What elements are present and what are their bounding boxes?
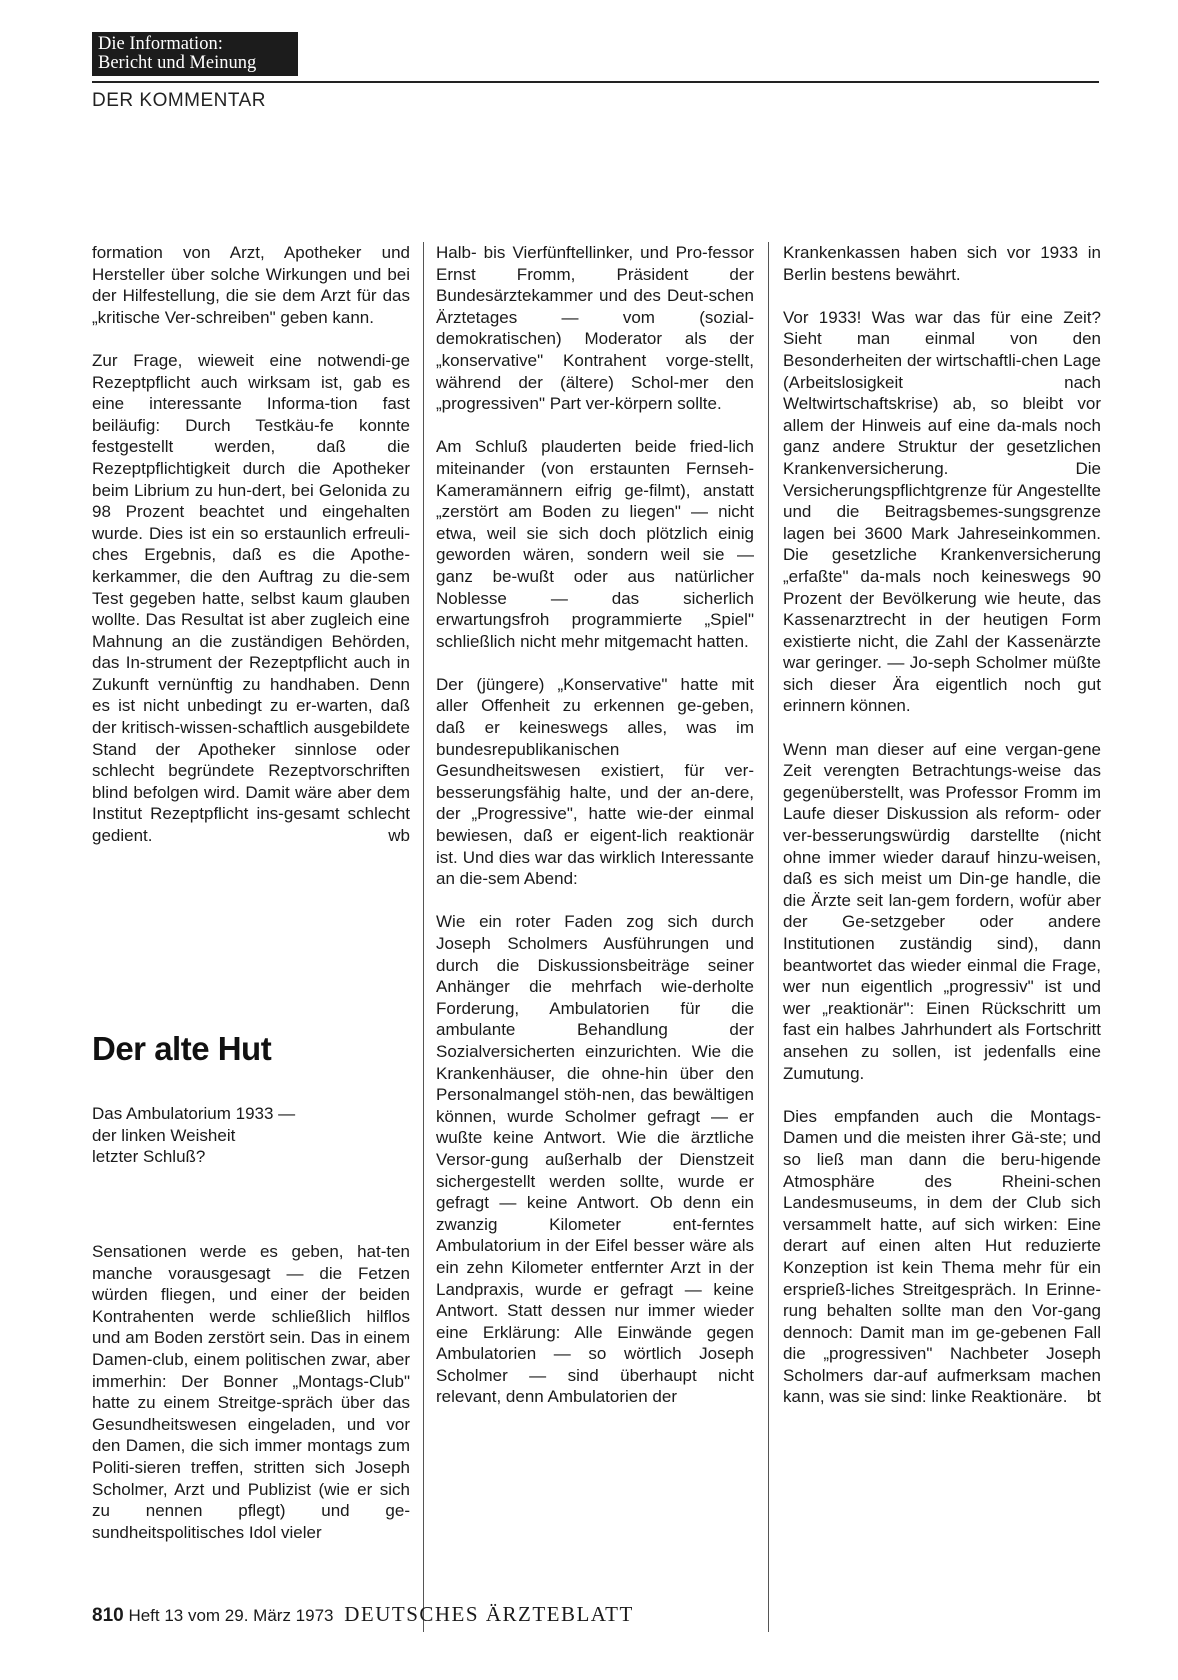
- author-initials: wb: [388, 826, 410, 846]
- journal-name: DEUTSCHES ÄRZTEBLATT: [344, 1602, 634, 1626]
- subtitle-line: letzter Schluß?: [92, 1147, 206, 1167]
- page-footer: [92, 1602, 634, 1627]
- column-2: [436, 242, 754, 1430]
- paragraph: [783, 1106, 1101, 1408]
- section-label: DER KOMMENTAR: [92, 90, 266, 111]
- paragraph: Am Schluß plauderten beide fried-lich miteinander (von erstaunten Fernseh-Kameramännern eifrig ge-filmt), anstatt „zerstört am Boden zu liegen" — nicht etwa, weil sie sich doch plötzlich einig geworden wären, sondern weil sie — ganz be-wußt oder aus natürlicher Noblesse — das sicherlich erwartungsfroh programmierte „Spiel" schließlich nicht mehr mitgemacht hatten.: [436, 437, 754, 651]
- column-divider-2: [768, 242, 769, 1632]
- paragraph-text: Dies empfanden auch die Montags-Damen und die meisten ihrer Gä-ste; und so ließ man dann die beru-higende Atmosphäre des Rheini-schen Landesmuseums, in dem der Club sich versammelt hatte, auf sich wirken: Eine derart auf einen alten Hut reduzierte Konzeption ist kein Thema mehr für ein ersprieß-liches Streitgespräch. In Erinne-rung behalten sollte man den Vor-gang dennoch: Damit man im ge-gebenen Fall die „progressiven" Nachbeter Joseph Scholmers dar-auf aufmerksam machen kann, was sie sind: linke Reaktionäre.: [783, 1106, 1101, 1407]
- page-number: 810: [92, 1605, 124, 1626]
- header-box-line2: Bericht und Meinung: [98, 53, 257, 73]
- paragraph-text: Zur Frage, wieweit eine notwendi-ge Rezeptpflicht auch wirksam ist, gab es eine interessante Informa-tion fast beiläufig: Durch Testkäu-fe konnte festgestellt werden, daß die Rezeptpflichtigkeit durch die Apotheker beim Librium zu hun-dert, bei Gelonida zu 98 Prozent beachtet und eingehalten wurde. Dies ist ein so erstaunlich erfreuli-ches Ergebnis, daß es die Apothe-kerkammer, die den Auftrag zu die-sem Test gegeben hatte, selbst kaum glauben wollte. Das Resultat ist aber zugleich eine Mahnung an die zuständigen Behörden, das In-strument der Rezeptpflicht auch in Zukunft vernünftig zu handhaben. Denn es ist nicht unbedingt zu er-warten, daß der kritisch-wissen-schaftlich ausgebildete Stand der Apotheker sinnlose oder schlecht begründete Rezeptvorschriften blind befolgen wird. Damit wäre aber dem Institut Rezeptpflicht ins-gesamt schlecht gedient.: [92, 350, 410, 846]
- subtitle-line: Das Ambulatorium 1933 —: [92, 1104, 296, 1123]
- paragraph: Sensationen werde es geben, hat-ten manche vorausgesagt — die Fetzen würden fliegen, und einer der beiden Kontrahenten werde schließlich hilflos und am Boden zerstört sein. Das in einem Damen-club, einem politischen zwar, aber immerhin: Der Bonner „Montags-Club" hatte zu einem Streitge-spräch über das Gesundheitswesen eingeladen, und vor den Damen, die sich immer montags zum Politi-sieren treffen, stritten sich Joseph Scholmer, Arzt und Publizist (wie er sich zu nennen pflegt) und ge-sundheitspolitisches Idol vieler: [92, 1242, 410, 1542]
- paragraph: Der (jüngere) „Konservative" hatte mit aller Offenheit zu erkennen ge-geben, daß er keineswegs alles, was im bundesrepublikanischen Gesundheitswesen existiert, für ver-besserungsfähig halte, und der an-dere, der „Progressive", hatte wie-der einmal bewiesen, daß er eigent-lich reaktionär ist. Und dies war das wirklich Interessante an die-sem Abend:: [436, 674, 754, 889]
- column-1-bottom: [92, 1241, 410, 1565]
- paragraph: Wenn man dieser auf eine vergan-gene Zeit verengten Betrachtungs-weise das gegenüberstellt, was Professor Fromm im Laufe dieser Diskussion als reform- oder ver-besserungswürdig darstellte (nicht ohne immer wieder darauf hinzu-weisen, daß es sich meist um Din-ge handle, die die Ärzte seit lan-gem fordern, wofür aber der Ge-setzgeber oder andere Institutionen zuständig sind), dann beantwortet das wieder einmal die Frage, wer nun eigentlich „progressiv" ist und wer „reaktionär": Einen Rückschritt um fast ein halbes Jahrhundert als Fortschritt ansehen zu sollen, ist jedenfalls eine Zumutung.: [783, 739, 1101, 1083]
- subtitle-line: der linken Weisheit: [92, 1125, 236, 1145]
- column-3: [783, 242, 1101, 1430]
- column-divider-1: [423, 242, 424, 1632]
- issue-info: Heft 13 vom 29. März 1973: [128, 1606, 334, 1625]
- paragraph: Halb- bis Vierfünftellinker, und Pro-fessor Ernst Fromm, Präsident der Bundesärztekammer und des Deut-schen Ärztetages — vom (sozial-demokratischen) Moderator als der „konservative" Kontrahent vorge-stellt, während der (ältere) Schol-mer den „progressiven" Part ver-körpern sollte.: [436, 243, 754, 414]
- section-header-box: [92, 32, 298, 76]
- article-title: Der alte Hut: [92, 1030, 272, 1067]
- author-initials: bt: [1086, 1387, 1101, 1407]
- paragraph: Vor 1933! Was war das für eine Zeit? Sieht man einmal von den Besonderheiten der wirtschaftli-chen Lage (Arbeitslosigkeit nach Weltwirtschaftskrise) ab, so bleibt vor allem der Hinweis auf eine da-mals noch ganz andere Struktur der gesetzlichen Krankenversicherung. Die Versicherungspflichtgrenze für Angestellte und die Beitragsbemes-sungsgrenze lagen bei 3600 Mark Jahreseinkommen. Die gesetzliche Krankenversicherung „erfaßte" da-mals noch keineswegs 90 Prozent der Bevölkerung wie heute, das Kassenarztrecht in der heutigen Form existierte nicht, die Zahl der Kassenärzte war geringer. — Jo-seph Scholmer müßte sich dieser Ära eigentlich noch gut erinnern können.: [783, 307, 1101, 716]
- paragraph: Wie ein roter Faden zog sich durch Joseph Scholmers Ausführungen und durch die Diskussionsbeiträge seiner Anhänger die mehrfach wie-derholte Forderung, Ambulatorien für die ambulante Behandlung der Sozialversicherten einzurichten. Wie die Krankenhäuser, die ohne-hin über den Personalmangel stöh-nen, das bewältigen können, wurde Scholmer gefragt — er wußte keine Antwort. Wie die ärztliche Versor-gung außerhalb der Dienstzeit sichergestellt werden sollte, wurde er gefragt — keine Antwort. Ob denn ein zwanzig Kilometer ent-ferntes Ambulatorium in der Eifel besser wäre als ein zehn Kilometer entfernter Arzt in der Landpraxis, wurde er gefragt — keine Antwort. Statt dessen nur immer wieder eine Erklärung: Alle Einwände gegen Ambulatorien — so wörtlich Joseph Scholmer — sind überhaupt nicht relevant, denn Ambulatorien der: [436, 912, 754, 1407]
- paragraph: [92, 350, 410, 847]
- paragraph: Krankenkassen haben sich vor 1933 in Berlin bestens bewährt.: [783, 243, 1101, 284]
- paragraph: formation von Arzt, Apotheker und Hersteller über solche Wirkungen und bei der Hilfestellung, die sie dem Arzt für das „kritische Ver-schreiben" geben kann.: [92, 243, 410, 327]
- column-1-top: [92, 242, 410, 868]
- header-box-line1: Die Information:: [98, 34, 223, 54]
- article-subtitle: [92, 1103, 372, 1168]
- header-rule: [92, 81, 1099, 83]
